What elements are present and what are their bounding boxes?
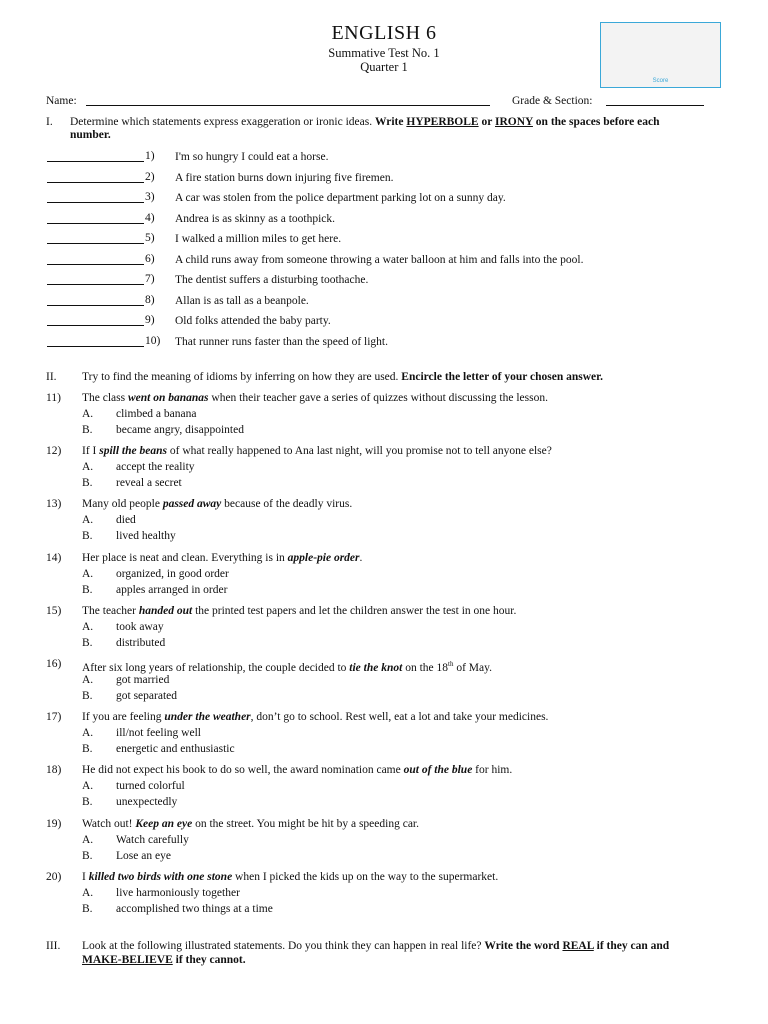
choice-b-text: apples arranged in order	[116, 583, 228, 596]
item-number: 10)	[145, 334, 161, 347]
question-number: 11)	[46, 392, 61, 404]
name-label: Name:	[46, 95, 77, 107]
question-text-post: of what really happened to Ana last night, will you promise not to tell anyone else?	[166, 445, 552, 458]
answer-blank[interactable]	[47, 293, 144, 306]
idiom-phrase: spill the beans	[99, 445, 167, 458]
question-text-pre: He did not expect his book to do so well, the award nomination came	[82, 764, 404, 777]
question-number: 13)	[46, 498, 62, 511]
question-number: 19)	[46, 817, 62, 830]
choice-a-text: took away	[116, 620, 164, 633]
real-keyword: REAL	[562, 940, 594, 952]
question-text-post: when their teacher gave a series of quizzes without discussing the lesson.	[208, 392, 548, 404]
choice-letter-a[interactable]: A.	[82, 567, 94, 580]
question-number: 17)	[46, 711, 62, 724]
make-believe-keyword: MAKE-BELIEVE	[82, 954, 173, 966]
section2-roman: II.	[46, 371, 57, 383]
choice-a-text: live harmoniously together	[116, 886, 240, 899]
question-number: 15)	[46, 604, 62, 617]
question-number: 14)	[46, 551, 62, 564]
choice-b-text: lived healthy	[116, 530, 176, 543]
choice-a-text: turned colorful	[116, 780, 185, 793]
choice-letter-b[interactable]: B.	[82, 583, 93, 596]
question-text-pre: If I	[82, 445, 100, 458]
section1-instructions	[70, 115, 660, 129]
irony-keyword: IRONY	[495, 116, 533, 128]
question-text-post2: of May.	[453, 661, 493, 674]
choice-letter-a[interactable]: A.	[82, 620, 94, 633]
answer-blank[interactable]	[47, 272, 144, 285]
section2-instructions	[82, 370, 603, 384]
choice-letter-a[interactable]: A.	[82, 674, 94, 686]
choice-letter-b[interactable]: B.	[82, 690, 93, 702]
ordinal-suffix: th	[448, 660, 454, 668]
section1-instr-line2-text: number.	[70, 129, 111, 141]
statement-text: A car was stolen from the police department parking lot on a sunny day.	[175, 192, 506, 204]
question-text-pre: Watch out!	[82, 817, 136, 830]
choice-a-text: got married	[116, 674, 170, 686]
item-number: 5)	[145, 232, 155, 244]
answer-blank[interactable]	[47, 334, 144, 347]
question-text	[82, 870, 498, 884]
question-text-pre: Her place is neat and clean. Everything is in	[82, 551, 288, 564]
section1-instr-text: Determine which statements express exaggeration or ironic ideas.	[70, 116, 375, 128]
item-number: 1)	[145, 150, 155, 162]
statement-text: I'm so hungry I could eat a horse.	[175, 151, 329, 163]
choice-a-text: ill/not feeling well	[116, 727, 201, 740]
statement-text: I walked a million miles to get here.	[175, 233, 342, 245]
item-number: 8)	[145, 293, 155, 306]
score-label: Score	[652, 78, 669, 84]
question-text-pre: After six long years of relationship, the couple decided to	[82, 661, 350, 674]
choice-b-text: distributed	[116, 636, 166, 649]
statement-text: A fire station burns down injuring five firemen.	[175, 171, 394, 184]
statement-text: Allan is as tall as a beanpole.	[175, 294, 309, 307]
choice-letter-a[interactable]: A.	[82, 461, 94, 474]
answer-blank[interactable]	[47, 211, 144, 224]
idiom-phrase: passed away	[162, 498, 222, 511]
question-text-post: , don’t go to school. Rest well, eat a lot and take your medicines.	[250, 711, 549, 724]
question-text-pre: If you are feeling	[82, 711, 165, 724]
question-number: 16)	[46, 658, 62, 670]
answer-blank[interactable]	[47, 190, 144, 203]
question-text	[82, 497, 352, 511]
section2-instr-text: Try to find the meaning of idioms by inferring on how they are used.	[82, 371, 402, 383]
question-text-post: for him.	[472, 764, 513, 777]
question-text-post: the printed test papers and let the children answer the test in one hour.	[192, 604, 517, 617]
question-text	[82, 391, 548, 405]
answer-blank[interactable]	[47, 170, 144, 183]
choice-letter-a[interactable]: A.	[82, 886, 94, 899]
idiom-phrase: apple-pie order	[287, 551, 360, 564]
question-text-post: because of the deadly virus.	[221, 498, 353, 511]
grade-label: Grade & Section:	[512, 95, 593, 107]
section1-instr-bold: Write	[374, 116, 407, 128]
question-number: 18)	[46, 764, 62, 777]
answer-blank[interactable]	[47, 149, 144, 162]
choice-b-text: energetic and enthusiastic	[116, 743, 235, 756]
section3-instructions	[82, 939, 669, 953]
choice-letter-b[interactable]: B.	[82, 424, 93, 436]
question-text-post: when I picked the kids up on the way to the supermarket.	[232, 870, 499, 883]
idiom-phrase: killed two birds with one stone	[88, 870, 233, 883]
statement-text: Old folks attended the baby party.	[175, 315, 331, 327]
question-text	[82, 604, 516, 618]
choice-letter-a[interactable]: A.	[82, 514, 94, 527]
choice-letter-b[interactable]: B.	[82, 636, 93, 649]
item-number: 6)	[145, 252, 155, 265]
choice-b-text: reveal a secret	[116, 477, 182, 490]
answer-blank[interactable]	[47, 252, 144, 265]
section3-instr-bold: Write the word	[484, 940, 563, 952]
question-number: 12)	[46, 445, 62, 458]
choice-a-text: Watch carefully	[116, 833, 189, 846]
section1-roman: I.	[46, 116, 53, 128]
question-text-post: on the 18	[402, 661, 449, 674]
question-text	[82, 817, 419, 831]
section3-instr-line2	[82, 953, 246, 967]
question-text-pre: The teacher	[82, 604, 139, 617]
question-text-pre: I	[82, 870, 89, 883]
choice-letter-a[interactable]: A.	[82, 780, 94, 793]
idiom-phrase: under the weather	[164, 711, 251, 724]
item-number: 4)	[145, 211, 155, 224]
hyperbole-keyword: HYPERBOLE	[406, 116, 479, 128]
question-number: 20)	[46, 870, 62, 883]
section3-instr-text: Look at the following illustrated statements. Do you think they can happen in real life?	[82, 940, 485, 952]
choice-a-text: climbed a banana	[116, 408, 197, 420]
item-number: 3)	[145, 191, 155, 203]
statement-text: The dentist suffers a disturbing toothache.	[175, 274, 369, 286]
test-title: ENGLISH 6	[331, 22, 437, 44]
choice-a-text: organized, in good order	[116, 567, 229, 580]
idiom-phrase: handed out	[138, 604, 193, 617]
choice-b-text: got separated	[116, 690, 177, 702]
answer-blank[interactable]	[47, 313, 144, 326]
test-subtitle: Summative Test No. 1	[328, 46, 440, 60]
section3-instr-end: if they cannot.	[172, 954, 246, 966]
name-field[interactable]	[86, 93, 490, 106]
section1-instr-or: or	[478, 116, 495, 128]
statement-text: That runner runs faster than the speed of light.	[175, 335, 389, 348]
section3-roman: III.	[46, 940, 61, 952]
choice-letter-a[interactable]: A.	[82, 408, 94, 420]
choice-letter-a[interactable]: A.	[82, 727, 94, 740]
question-text	[82, 763, 512, 777]
item-number: 7)	[145, 273, 155, 285]
choice-a-text: accept the reality	[116, 461, 195, 474]
choice-b-text: accomplished two things at a time	[116, 902, 273, 915]
choice-a-text: died	[116, 514, 136, 527]
statement-text: Andrea is as skinny as a toothpick.	[175, 212, 336, 225]
idiom-phrase: tie the knot	[349, 661, 403, 674]
question-text	[82, 551, 362, 565]
choice-letter-b[interactable]: B.	[82, 530, 93, 543]
idiom-phrase: out of the blue	[403, 764, 473, 777]
item-number: 2)	[145, 170, 155, 183]
choice-letter-b[interactable]: B.	[82, 477, 93, 490]
question-text	[82, 444, 552, 458]
answer-blank[interactable]	[47, 231, 144, 244]
choice-letter-b[interactable]: B.	[82, 902, 93, 915]
question-text-post: .	[359, 551, 363, 564]
quarter-label: Quarter 1	[360, 60, 408, 74]
score-box[interactable]	[600, 22, 721, 88]
name-row	[46, 94, 77, 108]
choice-b-text: became angry, disappointed	[116, 424, 244, 436]
question-text	[82, 710, 548, 724]
choice-letter-b[interactable]: B.	[82, 743, 93, 756]
choice-b-text: unexpectedly	[116, 796, 178, 809]
choice-letter-b[interactable]: B.	[82, 796, 93, 809]
idiom-phrase: Keep an eye	[135, 817, 193, 830]
choice-letter-b[interactable]: B.	[82, 849, 93, 862]
grade-section-field[interactable]	[606, 93, 704, 106]
choice-letter-a[interactable]: A.	[82, 833, 94, 846]
question-text-pre: Many old people	[82, 498, 163, 511]
section3-instr-tail: if they can and	[593, 940, 670, 952]
choice-b-text: Lose an eye	[116, 849, 171, 862]
statement-text: A child runs away from someone throwing a water balloon at him and falls into the pool.	[175, 253, 584, 266]
question-text-post: on the street. You might be hit by a speeding car.	[192, 817, 419, 830]
item-number: 9)	[145, 314, 155, 326]
section1-instr-tail: on the spaces before each	[532, 116, 660, 128]
section2-instr-bold: Encircle the letter of your chosen answer.	[401, 371, 604, 383]
question-text-pre: The class	[82, 392, 128, 404]
idiom-phrase: went on bananas	[127, 392, 209, 404]
section1-instr-line2	[70, 128, 111, 142]
